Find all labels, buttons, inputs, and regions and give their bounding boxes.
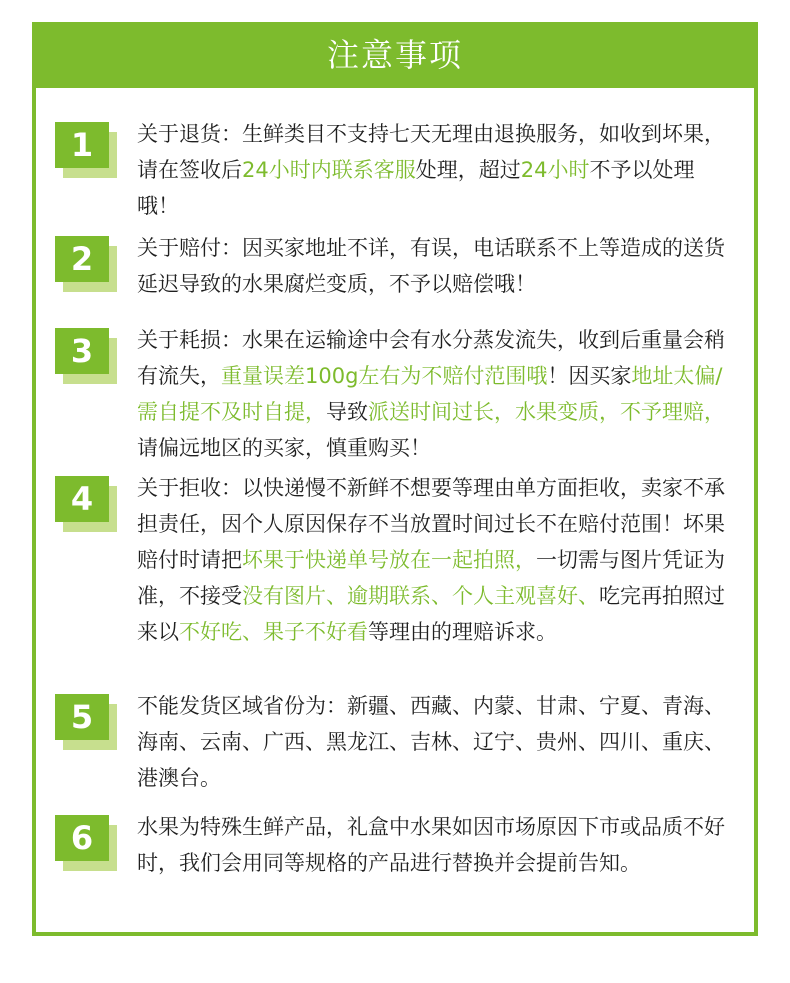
- badge-number: 3: [55, 328, 109, 374]
- page-title: 注意事项: [32, 22, 758, 88]
- notice-text: 关于耗损：水果在运输途中会有水分蒸发流失，收到后重量会稍有流失，重量误差100g左右为不赔付范围哦！因买家地址太偏/需自提不及时自提，导致派送时间过长，水果变质，不予理赔，请偏远地区的买家，慎重购买！: [137, 328, 725, 460]
- number-badge: [55, 328, 115, 380]
- number-badge: [55, 122, 115, 174]
- number-badge: [55, 694, 115, 746]
- notice-text: 关于退货：生鲜类目不支持七天无理由退换服务，如收到坏果，请在签收后24小时内联系客服处理，超过24小时不予以处理哦！: [137, 122, 725, 218]
- badge-number: 4: [55, 476, 109, 522]
- number-badge: [55, 815, 115, 867]
- badge-number: 5: [55, 694, 109, 740]
- badge-number: 6: [55, 815, 109, 861]
- notice-text: 水果为特殊生鲜产品，礼盒中水果如因市场原因下市或品质不好时，我们会用同等规格的产品进行替换并会提前告知。: [137, 815, 725, 875]
- badge-number: 1: [55, 122, 109, 168]
- notice-text: 关于拒收：以快递慢不新鲜不想要等理由单方面拒收，卖家不承担责任，因个人原因保存不当放置时间过长不在赔付范围！坏果赔付时请把坏果于快递单号放在一起拍照，一切需与图片凭证为准，不接受没有图片、逾期联系、个人主观喜好、吃完再拍照过来以不好吃、果子不好看等理由的理赔诉求。: [137, 476, 725, 644]
- badge-number: 2: [55, 236, 109, 282]
- number-badge: [55, 476, 115, 528]
- number-badge: [55, 236, 115, 288]
- notice-text: 关于赔付：因买家地址不详，有误，电话联系不上等造成的送货延迟导致的水果腐烂变质，不予以赔偿哦！: [137, 236, 725, 296]
- notice-text: 不能发货区域省份为：新疆、西藏、内蒙、甘肃、宁夏、青海、海南、云南、广西、黑龙江、吉林、辽宁、贵州、四川、重庆、港澳台。: [137, 694, 725, 790]
